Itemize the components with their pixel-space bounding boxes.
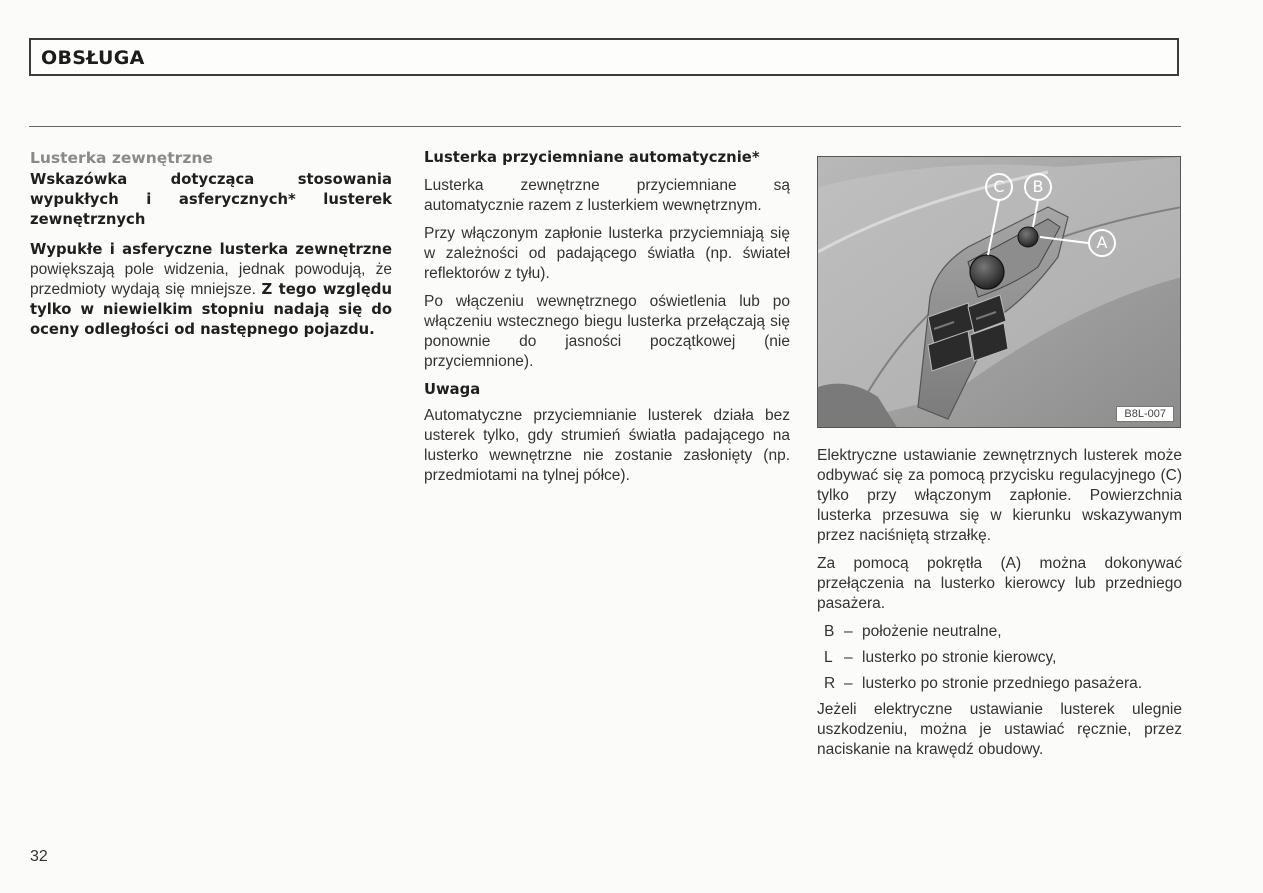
list-item-text: położenie neutralne, [862,623,1002,640]
mirror-switch-list [817,622,1182,694]
mirror-adjust-paragraph-3: Jeżeli elektryczne ustawianie lusterek ulegnie uszkodzeniu, można je ustawiać ręcznie, przez naciskanie na krawędź obudowy. [817,701,1182,758]
warning-subtitle: Wskazówka dotycząca stosowania wypukłych i asferycznych* lusterek zewnętrznych [30,171,392,228]
auto-dim-paragraph-1: Lusterka zewnętrzne przyciemniane są automatycznie razem z lusterkiem wewnętrznym. [424,177,790,214]
note-heading: Uwaga [424,381,481,398]
callout-label-b: B [1032,177,1044,196]
list-item-dash: – [844,623,853,640]
note-paragraph: Automatyczne przyciemnianie lusterek działa bez usterek tylko, gdy strumień światła padającego na lusterko wewnętrzne nie zostanie zasłonięty (np. przedmiotami na tylnej półce). [424,407,790,484]
callout-label-a: A [1096,233,1108,252]
list-item-dash: – [844,675,853,692]
list-item [817,648,1182,668]
warning-normal-text: powiększają pole widzenia, jednak powodują, że przedmioty wydają się mniejsze. [30,261,392,298]
warning-bold-start: Wypukłe i asferyczne lusterka zewnętrzne [30,241,392,258]
callout-label-c: C [993,177,1005,196]
column-left [30,148,392,348]
column-right [817,147,1182,768]
list-item-text: lusterko po stronie przedniego pasażera. [862,675,1143,692]
header-box [29,38,1179,76]
list-item-key: R [824,675,836,692]
door-panel-figure [817,156,1181,428]
warning-paragraph [30,240,392,340]
list-item [817,622,1182,642]
list-item-key: B [824,623,835,640]
list-item-text: lusterko po stronie kierowcy, [862,649,1057,666]
mirror-adjust-paragraph-2: Za pomocą pokrętła (A) można dokonywać przełączenia na lusterko kierowcy lub przedniego pasażera. [817,555,1182,612]
column-middle [424,148,790,494]
auto-dim-heading: Lusterka przyciemniane automatycznie* [424,149,760,166]
list-item [817,674,1182,694]
section-title: Lusterka zewnętrzne [30,149,213,167]
auto-dim-paragraph-3: Po włączeniu wewnętrznego oświetlenia lub po włączeniu wstecznego biegu lusterka przełączają się ponownie do jasności początkowej (nie przyciemnione). [424,293,790,370]
auto-dim-paragraph-2: Przy włączonym zapłonie lusterka przyciemniają się w zależności od padającego światła (np. świateł reflektorów z tyłu). [424,225,790,282]
list-item-key: L [824,649,833,666]
page-header-title: OBSŁUGA [41,47,145,69]
warning-bold-end: Z tego względu tylko w niewielkim stopniu nadają się do oceny odległości od następnego pojazdu. [30,281,392,338]
mirror-adjust-paragraph-1: Elektryczne ustawianie zewnętrznych lusterek może odbywać się za pomocą przycisku regulacyjnego (C) tylko przy włączonym zapłonie. Powierzchnia lusterka przesuwa się w kierunku wskazywanym przez naciśniętą strzałkę. [817,447,1182,544]
page-number: 32 [30,848,48,865]
figure-code: B8L-007 [1116,406,1174,422]
list-item-dash: – [844,649,853,666]
horizontal-divider [29,126,1181,127]
